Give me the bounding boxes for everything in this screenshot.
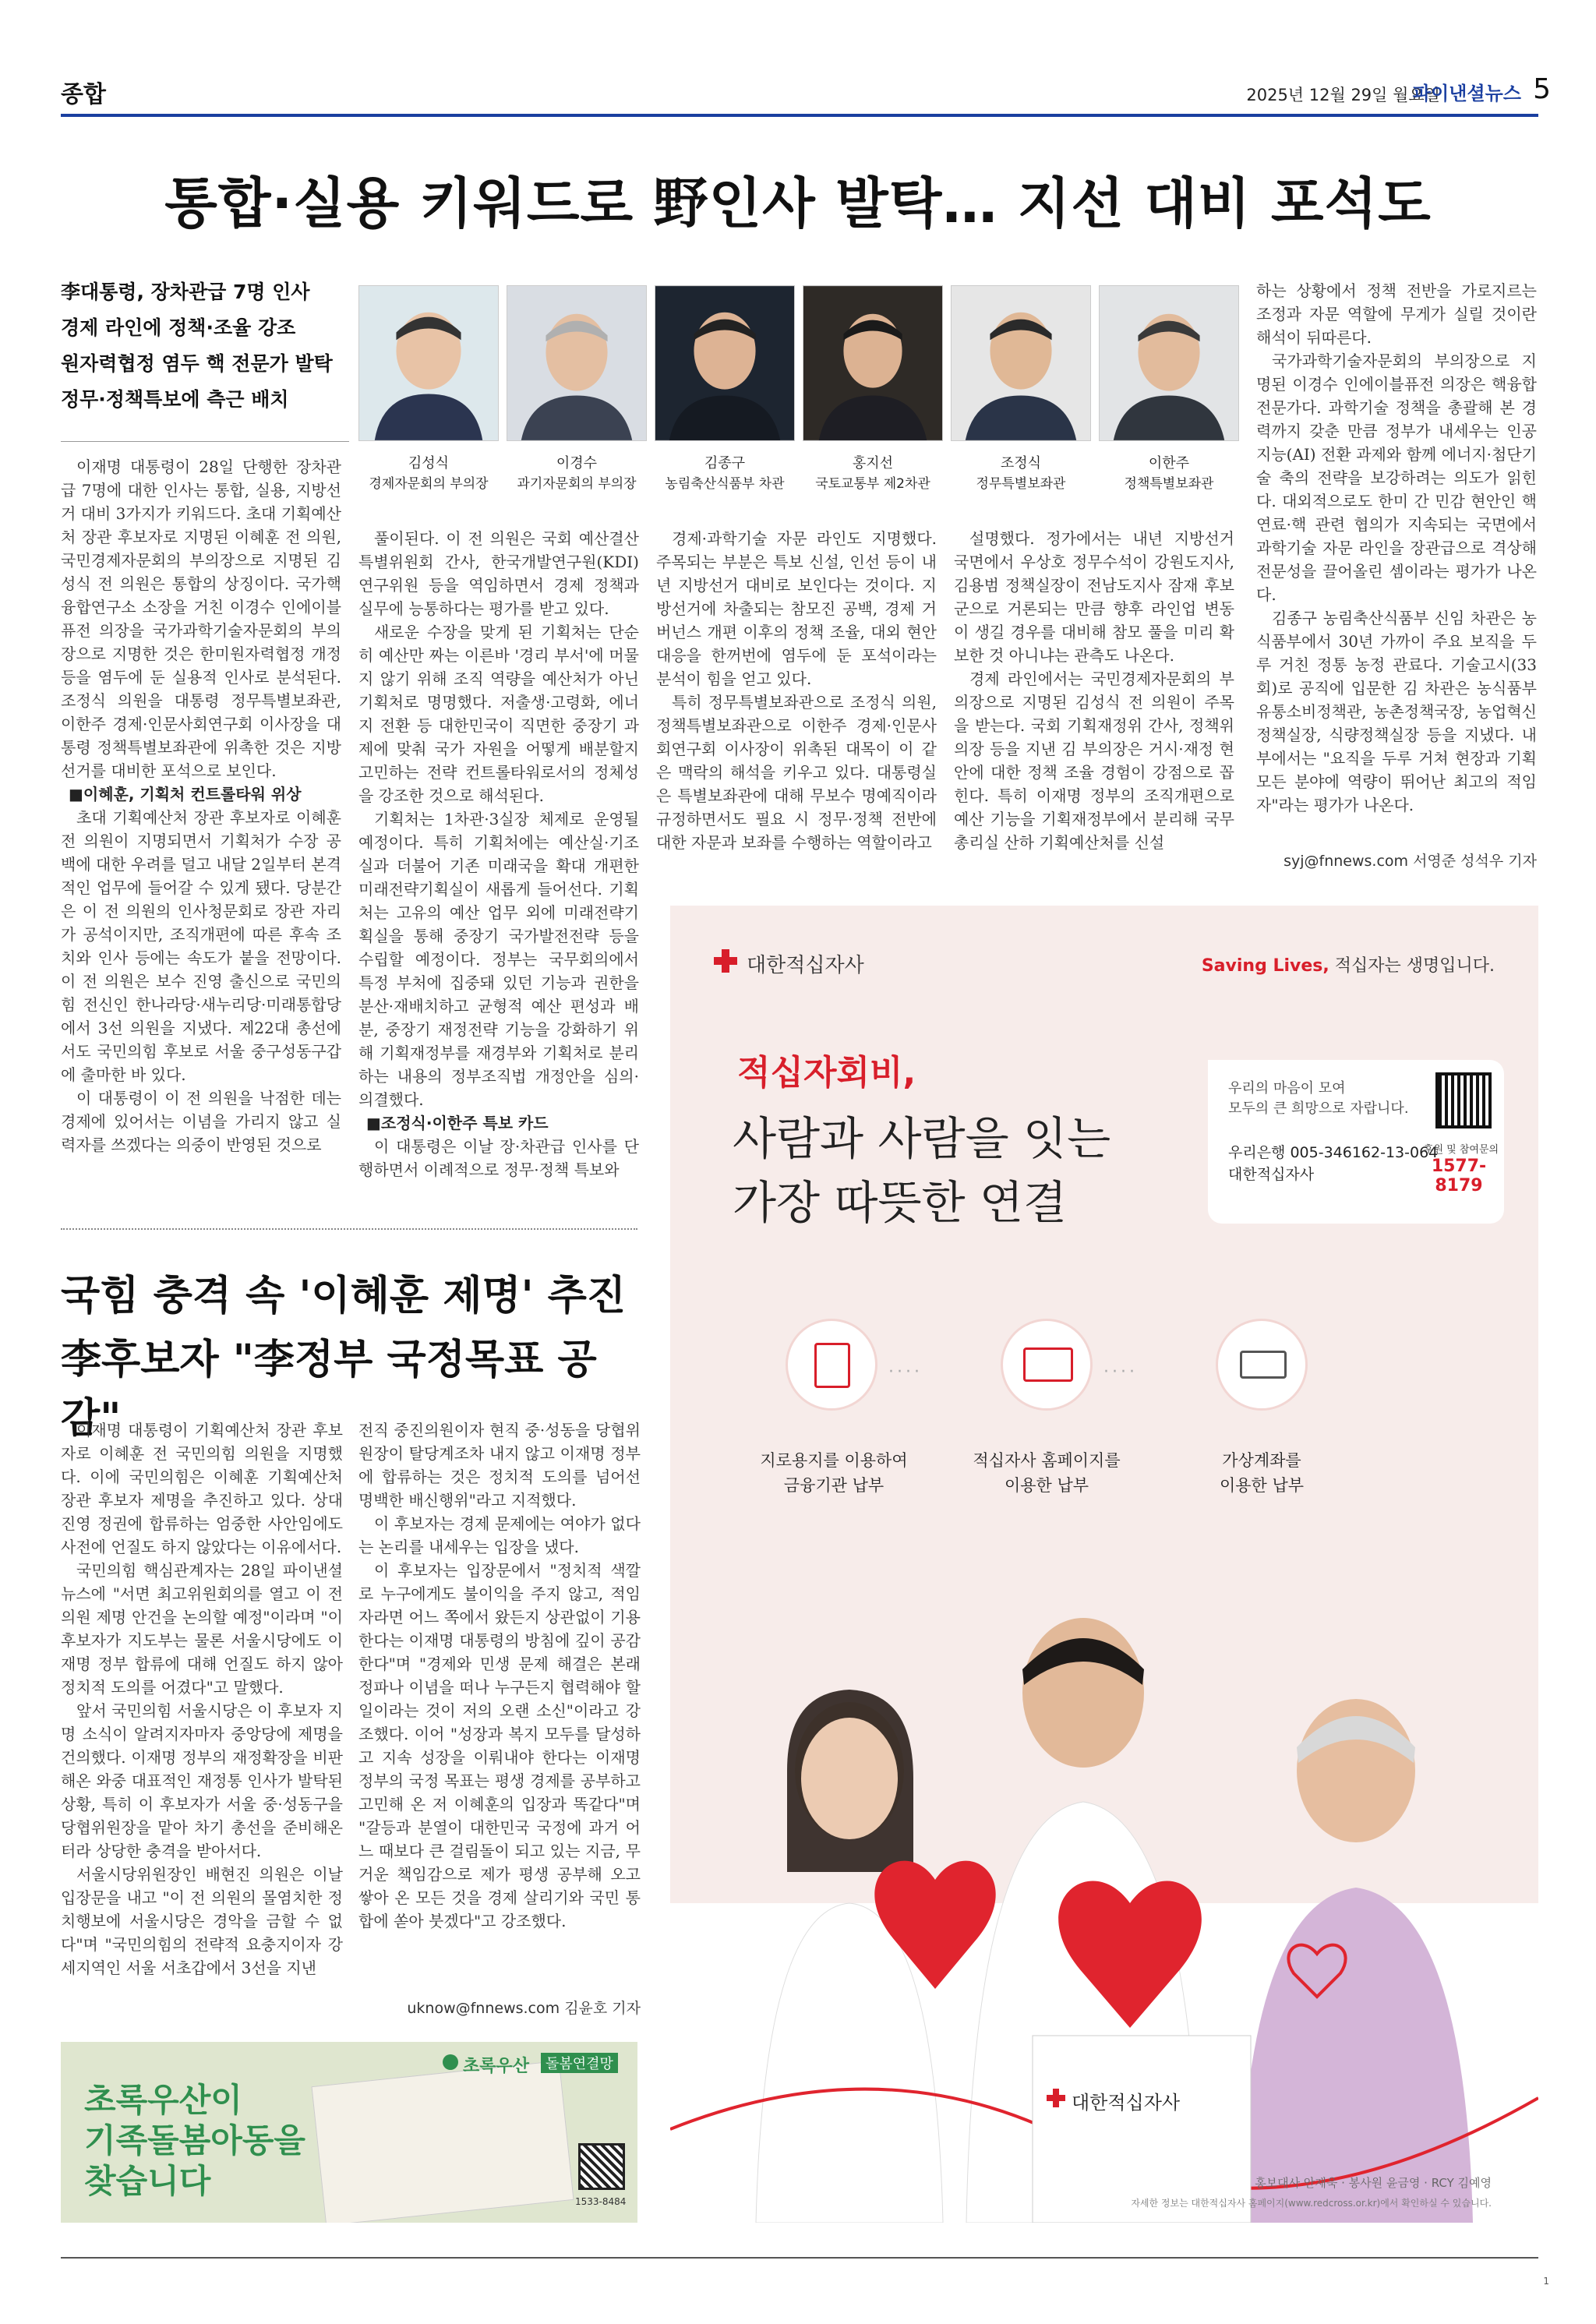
portrait-photo bbox=[655, 285, 795, 441]
dots-separator: ···· bbox=[1103, 1362, 1138, 1382]
redcross-advertisement[interactable] bbox=[670, 906, 1538, 2223]
article2-byline bbox=[358, 1997, 641, 2018]
subhead: 경제 라인에 정책·조율 강조 bbox=[61, 316, 296, 339]
method-giro bbox=[756, 1448, 912, 1498]
phone-number: 1577-8179 bbox=[1431, 1157, 1487, 1196]
ad-footnote: 자세한 정보는 대한적십자사 홈페이지(www.redcross.or.kr)에서 확인하실 수 있습니다. bbox=[1131, 2198, 1492, 2209]
paragraph: 김종구 농림축산식품부 신임 차관은 농식품부에서 30년 가까이 주요 보직을 두루 거친 정통 농정 관료다. 기술고시(33회)로 공직에 입문한 김 차관은 농식품부 유통소비정책관, 농촌정책국장, 농업혁신정책실장, 식량정책실장 등을 지냈다. 내부에서는 "요직을 두루 거쳐 현장과 기획 모든 분야에 역량이 뛰어난 최고의 적임자"라는 평가가 나온다. bbox=[1256, 609, 1537, 814]
caption-name: 김성식 bbox=[408, 455, 450, 472]
box-text-2: 모두의 큰 희망으로 자랍니다. bbox=[1228, 1100, 1409, 1117]
homepage-icon bbox=[1001, 1319, 1093, 1411]
subhead: 원자력협정 염두 핵 전문가 발탁 bbox=[61, 352, 333, 375]
ad-line-1: 초록우산이 bbox=[84, 2081, 242, 2119]
paragraph: 새로운 수장을 맞게 된 기획처는 단순히 예산만 짜는 이른바 '경리 부서'에 머물지 않기 위해 조직 역량을 예산처가 아닌 기획처로 명명했다. 저출생·고령화, 에너지 전환 등 대한민국이 직면한 중장기 과제에 맞춰 국가 자원을 어떻게 배분할지 고민하는 전략 컨트롤타워로서의 정체성을 강조한 것으로 해석된다. bbox=[358, 623, 639, 805]
ad-brand: 초록우산 bbox=[463, 2057, 530, 2076]
giro-icon bbox=[786, 1319, 877, 1411]
paragraph: 앞서 국민의힘 서울시당은 이 후보자 지명 소식이 알려지자마자 중앙당에 제명을 건의했다. 이재명 정부의 재정확장을 비판해온 와중 대표적인 재정통 인사가 발탁된 상황, 특히 이 후보자가 서울 중·성동구을 당협위원장을 맡아 차기 총선을 준비해온 터라 상당한 충격을 받아서다. bbox=[61, 1701, 343, 1860]
footer-mark: 1 bbox=[1543, 2276, 1549, 2287]
portrait-photo bbox=[1099, 285, 1239, 441]
dots-separator: ···· bbox=[888, 1362, 923, 1382]
article1-column-1 bbox=[61, 455, 341, 1196]
virtual-account-icon bbox=[1216, 1319, 1308, 1411]
portrait-lee-kyungsoo bbox=[507, 285, 647, 441]
donation-info-box bbox=[1208, 1060, 1504, 1224]
article2-column-2 bbox=[358, 1418, 641, 1995]
newspaper-brand: 파이낸셜뉴스 bbox=[1412, 83, 1521, 104]
page-number: 5 bbox=[1533, 73, 1551, 105]
paragraph: 서울시당위원장인 배현진 의원은 이날 입장문을 내고 "이 전 의원의 몰염치한 정치행보에 서울시당은 경악을 금할 수 없다"며 "국민의힘의 전략적 요충지이자 강세지역인 서울 서초갑에서 3선을 지낸 bbox=[61, 1865, 343, 1977]
paragraph: 국민의힘 핵심관계자는 28일 파이낸셜뉴스에 "서면 최고위원회의를 열고 이 전 의원 제명 안건을 논의할 예정"이라며 "이 후보자가 지도부는 물론 서울시당에도 이재명 정부 합류에 대해 언질도 하지 않아 정치적 도의를 어겼다"고 말했다. bbox=[61, 1561, 343, 1697]
ad-title-line2: 가장 따뜻한 연결 bbox=[733, 1176, 1068, 1229]
article-divider bbox=[61, 1228, 637, 1230]
red-cross-icon bbox=[1047, 2089, 1065, 2107]
red-cross-icon bbox=[714, 949, 737, 973]
qr-code-icon[interactable] bbox=[1435, 1072, 1492, 1128]
method-virtual-account bbox=[1184, 1448, 1340, 1498]
article1-midhead: ■조정식·이한주 특보 카드 bbox=[366, 1114, 549, 1132]
caption-role: 정책특별보좌관 bbox=[1124, 476, 1214, 492]
portrait-photo bbox=[951, 285, 1091, 441]
umbrella-icon bbox=[443, 2054, 458, 2070]
ad-credit: 홍보대사 안재욱 · 봉사원 윤금영 · RCY 김예영 bbox=[1255, 2176, 1492, 2190]
portrait-caption bbox=[803, 452, 943, 492]
box-text-1: 우리의 마음이 모여 bbox=[1228, 1080, 1346, 1097]
ad-line-3: 찾습니다 bbox=[84, 2162, 211, 2200]
paragraph: 기획처는 1차관·3실장 체제로 운영될 예정이다. 특히 기획처에는 예산실·기조실과 더불어 기존 미래국을 확대 개편한 미래전략기획실이 새롭게 들어선다. 기획처는 고유의 예산 업무 외에 미래전략기획실을 통해 중장기 국가발전전략 등을 수립할 예정이다. 정부는 국무회의에서 특정 부처에 집중돼 있던 기능과 권한을 분산·재배치하고 균형적 예산 편성과 배분, 중장기 재정전략 기능을 강화하기 위해 기획재정부를 재경부와 기획처로 분리하는 내용의 정부조직법 개정안을 심의·의결했다. bbox=[358, 810, 639, 1109]
article1-column-4 bbox=[954, 527, 1234, 878]
box-label: 대한적십자사 bbox=[1072, 2092, 1181, 2114]
method-line: 지로용지를 이용하여 bbox=[760, 1451, 908, 1470]
article2-column-1 bbox=[61, 1418, 343, 2026]
account-holder: 대한적십자사 bbox=[1228, 1166, 1315, 1183]
ad-slogan-ko: 적십자는 생명입니다. bbox=[1329, 956, 1495, 976]
portrait-caption bbox=[1099, 452, 1239, 492]
caption-name: 홍지선 bbox=[852, 455, 894, 472]
byline-email: uknow@fnnews.com bbox=[407, 2000, 560, 2017]
caption-role: 국토교통부 제2차관 bbox=[815, 476, 930, 492]
caption-name: 이경수 bbox=[556, 455, 598, 472]
method-homepage bbox=[969, 1448, 1125, 1498]
portrait-caption bbox=[951, 452, 1091, 492]
ad-people-illustration bbox=[670, 1537, 1538, 2223]
ad-slogan bbox=[1202, 952, 1495, 977]
ad-slogan-en: Saving Lives, bbox=[1201, 956, 1329, 976]
qr-code-icon[interactable] bbox=[578, 2143, 625, 2190]
portrait-photo bbox=[803, 285, 943, 441]
paragraph: 특히 정무특별보좌관으로 조정식 의원, 정책특별보좌관으로 이한주 경제·인문사회연구회 이사장이 위촉된 대목이 이 같은 맥락의 해석을 키우고 있다. 대통령실은 특별보좌관에 대해 무보수 명예직이라 규정하면서도 필요 시 정무·정책 전반에 대한 자문과 보좌를 수행하는 역할이라고 bbox=[656, 693, 937, 852]
portrait-lee-hanju bbox=[1099, 285, 1239, 441]
method-line: 적십자사 홈페이지를 bbox=[973, 1451, 1121, 1470]
paragraph: 풀이된다. 이 전 의원은 국회 예산결산특별위원회 간사, 한국개발연구원(KDI) 연구위원 등을 역임하면서 경제 정책과 실무에 능통하다는 평가를 받고 있다. bbox=[358, 529, 639, 618]
paragraph: 이재명 대통령이 기획예산처 장관 후보자로 이혜훈 전 국민의힘 의원을 지명했다. 이에 국민의힘은 이혜훈 기획예산처 장관 후보자 제명을 추진하고 있다. 상대진영 정권에 합류하는 엄중한 사안임에도 사전에 언질도 하지 않았다는 이유에서다. bbox=[61, 1421, 343, 1556]
caption-name: 조정식 bbox=[1000, 455, 1042, 472]
main-headline: 통합·실용 키워드로 野인사 발탁… 지선 대비 포석도 bbox=[164, 171, 1432, 235]
portrait-photo bbox=[358, 285, 499, 441]
paragraph: 설명했다. 정가에서는 내년 지방선거 국면에서 우상호 정무수석이 강원도지사, 김용범 정책실장이 전남도지사 잠재 후보군으로 거론되는 만큼 향후 라인업 변동이 생길 경우를 대비해 참모 풀을 미리 확보한 것 아니냐는 관측도 나온다. bbox=[954, 529, 1234, 665]
article2-headline-1: 국힘 충격 속 '이혜훈 제명' 추진 bbox=[61, 1272, 627, 1319]
ad-org-name: 대한적십자사 bbox=[747, 954, 864, 977]
paragraph: 경제 라인에서는 국민경제자문회의 부의장으로 지명된 김성식 전 의원이 주목을 받는다. 국회 기획재정위 간사, 정책위 의장 등을 지낸 김 부의장은 거시·재정 현안에 대한 정책 조율 경험이 강점으로 꼽힌다. 특히 이재명 정부의 조직개편으로 예산 기능을 기획재정부에서 분리해 국무총리실 산하 기획예산처를 신설 bbox=[954, 669, 1234, 852]
portrait-kim-sungsik bbox=[358, 285, 499, 441]
article1-column-2 bbox=[358, 527, 639, 1197]
article1-column-5 bbox=[1256, 279, 1537, 848]
caption-role: 농림축산식품부 차관 bbox=[665, 476, 785, 492]
paragraph: 전직 중진의원이자 현직 중·성동을 당협위원장이 탈당계조차 내지 않고 이재명 정부에 합류하는 것은 정치적 도의를 넘어선 명백한 배신행위"라고 지적했다. bbox=[358, 1421, 641, 1510]
header-rule bbox=[61, 114, 1538, 117]
caption-name: 김종구 bbox=[704, 455, 746, 472]
phone-label: 후원 및 참여문의 bbox=[1423, 1144, 1499, 1156]
paragraph: 이 대통령은 이날 장·차관급 인사를 단행하면서 이례적으로 정무·정책 특보와 bbox=[358, 1137, 639, 1179]
portrait-caption bbox=[358, 452, 499, 492]
byline-names: 서영준 성석우 기자 bbox=[1413, 853, 1537, 870]
byline-name: 김윤호 기자 bbox=[564, 2000, 641, 2017]
issue-date: 2025년 12월 29일 월요일 bbox=[1246, 86, 1440, 104]
ad-title-line1: 사람과 사람을 잇는 bbox=[733, 1112, 1111, 1165]
paragraph: 이 후보자는 경제 문제에는 여야가 없다는 논리를 내세우는 입장을 냈다. bbox=[358, 1514, 641, 1556]
article1-byline bbox=[1256, 849, 1537, 871]
caption-role: 과기자문회의 부의장 bbox=[517, 476, 637, 492]
byline-email: syj@fnnews.com bbox=[1284, 853, 1409, 870]
method-line: 이용한 납부 bbox=[1004, 1476, 1089, 1495]
portrait-row bbox=[358, 285, 1242, 503]
ad-brand-tag: 돌봄연결망 bbox=[541, 2053, 618, 2073]
ad-line-2: 기족돌봄아동을 bbox=[84, 2121, 306, 2160]
footer-rule bbox=[61, 2257, 1538, 2259]
caption-role: 경제자문회의 부의장 bbox=[369, 476, 489, 492]
paragraph: 이재명 대통령이 28일 단행한 장차관급 7명에 대한 인사는 통합, 실용, 지방선거 대비 3가지가 키워드다. 초대 기획예산처 장관 후보자로 지명된 이혜훈 전 의원, 국민경제자문회의 부의장으로 지명된 김성식 전 의원은 통합의 상징이다. 국가핵융합연구소 소장을 거친 이경수 인에이블퓨전 의장을 국가과학기술자문회의 부의장으로 지명한 것은 한미원자력협정 개정 등을 염두에 둔 실용적 인사로 분석된다. 조정식 의원을 대통령 정무특별보좌관, 이한주 경제·인문사회연구회 이사장을 대통령 정책특별보좌관에 위촉한 것은 지방선거를 대비한 포석으로 보인다. bbox=[61, 457, 341, 780]
ad-card-illustration bbox=[311, 2061, 574, 2223]
paragraph: 이 대통령이 이 전 의원을 낙점한 데는 경제에 있어서는 이념을 가리지 않고 실력자를 쓰겠다는 의중이 반영된 것으로 bbox=[61, 1089, 341, 1154]
paragraph: 하는 상황에서 정책 전반을 가로지르는 조정과 자문 역할에 무게가 실릴 것이란 해석이 뒤따른다. bbox=[1256, 281, 1537, 347]
method-line: 금융기관 납부 bbox=[783, 1476, 885, 1495]
paragraph: 국가과학기술자문회의 부의장으로 지명된 이경수 인에이블퓨전 의장은 핵융합 전문가다. 과학기술 정책을 총괄해 본 경력까지 갖춘 만큼 정부가 내세우는 인공지능(AI) 전환 과제와 함께 에너지·첨단기술 축의 전략을 보강하려는 의도가 읽힌다. 대외적으로도 한미 간 민감 현안인 핵연료·핵 관련 협의가 지속되는 국면에서 과학기술 자문 라인을 장관급으로 격상해 전문성을 끌어올린 셈이라는 평가가 나온다. bbox=[1256, 351, 1537, 604]
green-umbrella-advertisement[interactable] bbox=[61, 2042, 637, 2223]
ad-phone: 1533-8484 bbox=[575, 2196, 627, 2207]
section-label: 종합 bbox=[61, 81, 106, 108]
subhead: 李대통령, 장차관급 7명 인사 bbox=[61, 281, 310, 303]
article1-midhead: ■이혜훈, 기획처 컨트롤타워 위상 bbox=[69, 785, 302, 804]
ad-title-red: 적십자회비, bbox=[737, 1053, 916, 1093]
portrait-caption bbox=[507, 452, 647, 492]
paragraph: 초대 기획예산처 장관 후보자로 이혜훈 전 의원이 지명되면서 기획처가 수장 공백에 대한 우려를 덜고 내달 2일부터 본격적인 업무에 들어갈 수 있게 됐다. 당분간은 이 전 의원의 인사청문회로 장관 자리가 공석이지만, 조직개편에 따른 후속 조치와 인사 등에는 속도가 붙을 전망이다. 이 전 의원은 보수 진영 출신으로 국민의힘 전신인 한나라당·새누리당·미래통합당에서 3선 의원을 지냈다. 제22대 총선에서도 국민의힘 후보로 서울 중구성동구갑에 출마한 바 있다. bbox=[61, 808, 341, 1084]
portrait-jo-jeongsik bbox=[951, 285, 1091, 441]
subhead: 정무·정책특보에 측근 배치 bbox=[61, 388, 289, 411]
portrait-hong-jiseon bbox=[803, 285, 943, 441]
portrait-photo bbox=[507, 285, 647, 441]
paragraph: 경제·과학기술 자문 라인도 지명했다. 주목되는 부분은 특보 신설, 인선 등이 내년 지방선거 대비로 보인다는 것이다. 지방선거에 차출되는 참모진 공백, 경제 거버넌스 개편 이후의 정책 조율, 대외 현안 대응을 한꺼번에 염두에 둔 포석이라는 분석이 힘을 얻고 있다. bbox=[656, 529, 937, 688]
portrait-caption bbox=[655, 452, 795, 492]
method-line: 가상계좌를 bbox=[1222, 1451, 1301, 1470]
bank-account: 우리은행 005-346162-13-064 bbox=[1228, 1144, 1439, 1161]
subhead-block bbox=[61, 274, 349, 418]
caption-role: 정무특별보좌관 bbox=[976, 476, 1066, 492]
article1-column-3 bbox=[656, 527, 937, 878]
method-line: 이용한 납부 bbox=[1219, 1476, 1305, 1495]
paragraph: 이 후보자는 입장문에서 "정치적 색깔로 누구에게도 불이익을 주지 않고, 적임자라면 어느 쪽에서 왔든지 상관없이 기용한다는 이재명 대통령의 방침에 깊이 공감한다"며 "경제와 민생 문제 해결은 본래 정파나 이념을 떠나 누구든지 협력해야 할 일이라는 것이 저의 오랜 소신"이라고 강조했다. 이어 "성장과 복지 모두를 달성하고 지속 성장을 이뤄내야 한다는 이재명 정부의 국정 목표는 평생 경제를 공부하고 고민해 온 저 이혜훈의 입장과 똑같다"며 "갈등과 분열이 대한민국 국정에 과거 어느 때보다 큰 걸림돌이 되고 있는 지금, 무거운 책임감으로 제가 평생 공부해 오고 쌓아 온 모든 것을 경제 살리기와 국민 통합에 쏟아 붓겠다"고 강조했다. bbox=[358, 1561, 641, 1930]
subhead-rule bbox=[61, 441, 349, 442]
caption-name: 이한주 bbox=[1148, 455, 1190, 472]
portrait-kim-jonggu bbox=[655, 285, 795, 441]
article2-headline-2: 李후보자 "李정부 국정목표 공감" bbox=[61, 1336, 597, 1442]
